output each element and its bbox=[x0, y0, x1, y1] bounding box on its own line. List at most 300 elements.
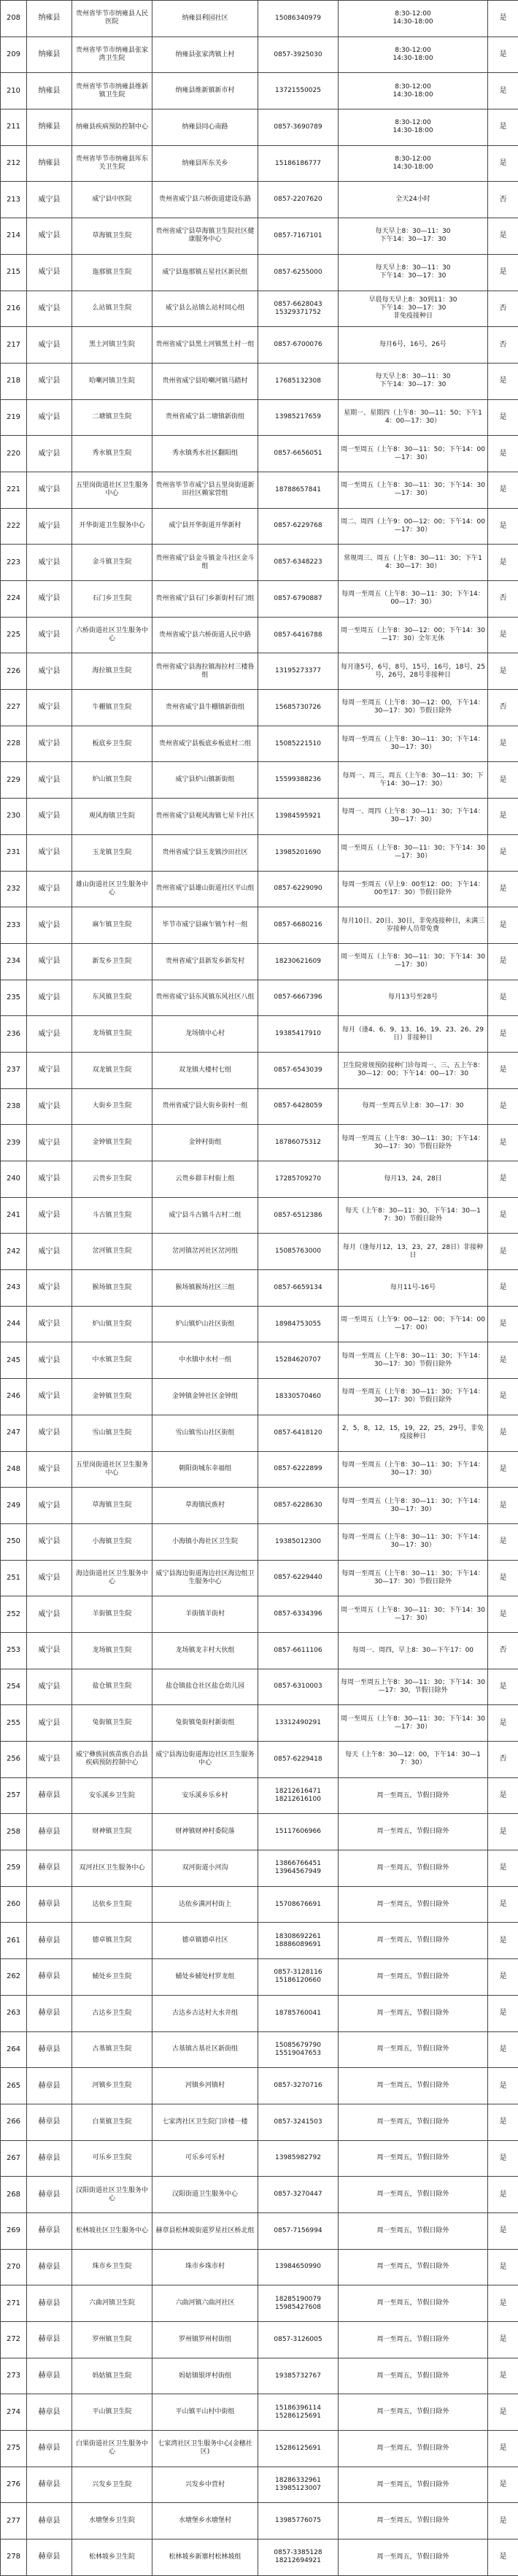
table-row bbox=[1, 2467, 518, 2503]
county-cell: 威宁县 bbox=[27, 1197, 72, 1234]
site-name-cell: 羊街镇卫生院 bbox=[72, 1596, 152, 1633]
phone-cell: 0857-6348223 bbox=[258, 545, 339, 581]
table-row bbox=[1, 1560, 518, 1596]
address-cell: 双龙镇大楼村七组 bbox=[152, 1052, 258, 1088]
site-name-cell: 五里岗街道社区卫生服务中心 bbox=[72, 472, 152, 508]
flag-cell: 是 bbox=[488, 2467, 518, 2503]
county-cell: 赫章县 bbox=[27, 1995, 72, 2031]
row-number: 237 bbox=[1, 1052, 27, 1088]
flag-cell: 是 bbox=[488, 2249, 518, 2285]
row-number: 252 bbox=[1, 1596, 27, 1633]
row-number: 260 bbox=[1, 1886, 27, 1923]
site-name-cell: 安乐溪乡卫生院 bbox=[72, 1777, 152, 1814]
table-row bbox=[1, 2031, 518, 2068]
flag-cell: 是 bbox=[488, 1342, 518, 1379]
hours-cell: 每周一至周五（上午8：30—11：30；下午14：30—17：30）节假日除外 bbox=[339, 1379, 488, 1415]
county-cell: 威宁县 bbox=[27, 1088, 72, 1125]
phone-cell: 15117606966 bbox=[258, 1814, 339, 1850]
phone-cell: 13721550025 bbox=[258, 73, 339, 109]
phone-cell: 0857-6229090 bbox=[258, 871, 339, 907]
address-cell: 金钟村街组 bbox=[152, 1125, 258, 1161]
hours-cell: 周二、周四（上午9：00—12：00；下午14：00—17：30） bbox=[339, 508, 488, 545]
county-cell: 威宁县 bbox=[27, 762, 72, 799]
site-name-cell: 东风镇卫生院 bbox=[72, 980, 152, 1016]
phone-cell: 0857-6255000 bbox=[258, 254, 339, 291]
row-number: 270 bbox=[1, 2249, 27, 2285]
phone-cell: 0857-7167101 bbox=[258, 218, 339, 255]
address-cell: 贵州省威宁县海拉镇海拉村三楼鲁组 bbox=[152, 653, 258, 690]
county-cell: 威宁县 bbox=[27, 1270, 72, 1307]
phone-cell: 13984650990 bbox=[258, 2249, 339, 2285]
site-name-cell: 贵州省毕节市纳雍县张家湾卫生院 bbox=[72, 36, 152, 73]
phone-cell: 0857-6656051 bbox=[258, 436, 339, 472]
flag-cell: 是 bbox=[488, 1016, 518, 1053]
hours-cell: 8:30-12:00 14:30-18:00 bbox=[339, 1, 488, 37]
flag-cell: 是 bbox=[488, 2322, 518, 2358]
row-number: 263 bbox=[1, 1995, 27, 2031]
site-name-cell: 白果镇卫生院 bbox=[72, 2104, 152, 2140]
table-body bbox=[1, 1, 518, 2576]
hours-cell: 每周一至周五（上午8：30—12：00，下午14：30—17：30）节假日除外 bbox=[339, 690, 488, 726]
address-cell: 纳雍县同心南路 bbox=[152, 109, 258, 146]
address-cell: 贵州省威宁县黑土河镇黑土村一组 bbox=[152, 327, 258, 364]
phone-cell: 0857-6659134 bbox=[258, 1270, 339, 1307]
table-row bbox=[1, 617, 518, 653]
site-name-cell: 平山镇卫生院 bbox=[72, 2394, 152, 2431]
county-cell: 威宁县 bbox=[27, 871, 72, 907]
county-cell: 威宁县 bbox=[27, 1488, 72, 1524]
table-row bbox=[1, 1016, 518, 1053]
table-row bbox=[1, 2358, 518, 2394]
table-row bbox=[1, 1451, 518, 1488]
table-row bbox=[1, 1342, 518, 1379]
flag-cell: 是 bbox=[488, 2104, 518, 2140]
hours-cell: 每月10日、20日、30日，非免疫接种日，未满三岁接种人员带免费 bbox=[339, 907, 488, 944]
table-row bbox=[1, 1923, 518, 1959]
row-number: 232 bbox=[1, 871, 27, 907]
table-row bbox=[1, 1197, 518, 1234]
site-name-cell: 贵州省毕节市纳雍县人民医院 bbox=[72, 1, 152, 37]
phone-cell: 13866766451 13964567949 bbox=[258, 1850, 339, 1887]
address-cell: 威宁县炉山镇新街组 bbox=[152, 762, 258, 799]
county-cell: 威宁县 bbox=[27, 1415, 72, 1451]
row-number: 255 bbox=[1, 1705, 27, 1742]
row-number: 254 bbox=[1, 1669, 27, 1705]
county-cell: 威宁县 bbox=[27, 436, 72, 472]
phone-cell: 0857-3126005 bbox=[258, 2322, 339, 2358]
address-cell: 龙场镇中心村 bbox=[152, 1016, 258, 1053]
address-cell: 岔河镇岔河社区岔河组 bbox=[152, 1234, 258, 1270]
row-number: 234 bbox=[1, 943, 27, 980]
phone-cell: 0857-2207620 bbox=[258, 182, 339, 218]
flag-cell: 是 bbox=[488, 1234, 518, 1270]
row-number: 228 bbox=[1, 726, 27, 762]
flag-cell: 否 bbox=[488, 327, 518, 364]
address-cell: 兴发乡中营村 bbox=[152, 2467, 258, 2503]
hours-cell: 每月6号，16号，26号 bbox=[339, 327, 488, 364]
address-cell: 德卓镇德卓社区 bbox=[152, 1923, 258, 1959]
table-row bbox=[1, 363, 518, 399]
county-cell: 威宁县 bbox=[27, 834, 72, 871]
table-row bbox=[1, 1088, 518, 1125]
county-cell: 威宁县 bbox=[27, 1451, 72, 1488]
flag-cell: 是 bbox=[488, 1705, 518, 1742]
row-number: 238 bbox=[1, 1088, 27, 1125]
table-row bbox=[1, 1306, 518, 1342]
address-cell: 贵州省威宁县东风镇东风社区八组 bbox=[152, 980, 258, 1016]
site-name-cell: 贵州省毕节市纳雍县厍东关卫生院 bbox=[72, 145, 152, 182]
county-cell: 威宁县 bbox=[27, 1632, 72, 1669]
address-cell: 贵州省威宁县雄山街道社区平山组 bbox=[152, 871, 258, 907]
hours-cell: 周一至周五，节假日除外 bbox=[339, 2467, 488, 2503]
table-row bbox=[1, 2104, 518, 2140]
county-cell: 威宁县 bbox=[27, 1742, 72, 1778]
row-number: 236 bbox=[1, 1016, 27, 1053]
flag-cell: 是 bbox=[488, 2285, 518, 2322]
site-name-cell: 兔街镇卫生院 bbox=[72, 1705, 152, 1742]
site-name-cell: 草海镇卫生院 bbox=[72, 1488, 152, 1524]
phone-cell: 13985201690 bbox=[258, 834, 339, 871]
row-number: 250 bbox=[1, 1523, 27, 1560]
flag-cell: 是 bbox=[488, 799, 518, 835]
site-name-cell: 草海镇卫生院 bbox=[72, 218, 152, 255]
phone-cell: 0857-6667396 bbox=[258, 980, 339, 1016]
phone-cell: 0857-3270447 bbox=[258, 2177, 339, 2213]
phone-cell: 18230621609 bbox=[258, 943, 339, 980]
county-cell: 威宁县 bbox=[27, 581, 72, 618]
county-cell: 赫章县 bbox=[27, 2540, 72, 2576]
site-name-cell: 汉阳街道社区卫生服务中心 bbox=[72, 2177, 152, 2213]
address-cell: 七家湾社区卫生服务中心(金穗社区) bbox=[152, 2431, 258, 2467]
site-name-cell: 开华街道卫生服务中心 bbox=[72, 508, 152, 545]
site-name-cell: 威宁县中医院 bbox=[72, 182, 152, 218]
site-name-cell: 雄山街道社区卫生服务中心 bbox=[72, 871, 152, 907]
hours-cell: 每天（上午8：30—11：30，下午14：30—17：30）节假日除外 bbox=[339, 1197, 488, 1234]
table-row bbox=[1, 472, 518, 508]
county-cell: 威宁县 bbox=[27, 254, 72, 291]
flag-cell: 是 bbox=[488, 109, 518, 146]
county-cell: 威宁县 bbox=[27, 1523, 72, 1560]
table-row bbox=[1, 1959, 518, 1996]
address-cell: 水塘堡乡水塘堡村 bbox=[152, 2503, 258, 2540]
site-name-cell: 古基镇卫生院 bbox=[72, 2031, 152, 2068]
flag-cell: 是 bbox=[488, 2068, 518, 2104]
table-row bbox=[1, 1596, 518, 1633]
flag-cell: 是 bbox=[488, 1923, 518, 1959]
row-number: 269 bbox=[1, 2212, 27, 2249]
address-cell: 金钟镇金钟社区金钟组 bbox=[152, 1379, 258, 1415]
hours-cell: 每月13，24，28日 bbox=[339, 1161, 488, 1198]
row-number: 248 bbox=[1, 1451, 27, 1488]
address-cell: 可乐乡可乐村 bbox=[152, 2140, 258, 2177]
hours-cell: 周一至周五，节假日除外 bbox=[339, 1923, 488, 1959]
flag-cell: 是 bbox=[488, 1088, 518, 1125]
flag-cell: 是 bbox=[488, 1814, 518, 1850]
hours-cell: 周一至周五（上午8：30—11：50；下午14：00—17：30） bbox=[339, 436, 488, 472]
phone-cell: 0857-6790887 bbox=[258, 581, 339, 618]
address-cell: 中水镇中水村一组 bbox=[152, 1342, 258, 1379]
phone-cell: 18212616471 18212616100 bbox=[258, 1777, 339, 1814]
phone-cell: 15086340979 bbox=[258, 1, 339, 37]
phone-cell: 0857-6543039 bbox=[258, 1052, 339, 1088]
hours-cell: 周一至周五，节假日除外 bbox=[339, 2285, 488, 2322]
flag-cell: 否 bbox=[488, 1742, 518, 1778]
hours-cell: 周一至周五，节假日除外 bbox=[339, 2431, 488, 2467]
site-name-cell: 河镇乡卫生院 bbox=[72, 2068, 152, 2104]
row-number: 257 bbox=[1, 1777, 27, 1814]
phone-cell: 0857-6229418 bbox=[258, 1742, 339, 1778]
site-name-cell: 观风海镇卫生院 bbox=[72, 799, 152, 835]
site-name-cell: 珠市乡卫生院 bbox=[72, 2249, 152, 2285]
hours-cell: 周一至周五，节假日除外 bbox=[339, 2140, 488, 2177]
county-cell: 威宁县 bbox=[27, 291, 72, 327]
address-cell: 汉阳街道卫生服务中心 bbox=[152, 2177, 258, 2213]
flag-cell: 是 bbox=[488, 2540, 518, 2576]
flag-cell: 是 bbox=[488, 653, 518, 690]
county-cell: 威宁县 bbox=[27, 1125, 72, 1161]
site-name-cell: 秀水镇卫生院 bbox=[72, 436, 152, 472]
county-cell: 赫章县 bbox=[27, 2503, 72, 2540]
row-number: 226 bbox=[1, 653, 27, 690]
phone-cell: 18308692261 18886089691 bbox=[258, 1923, 339, 1959]
row-number: 233 bbox=[1, 907, 27, 944]
site-name-cell: 盐仓镇卫生院 bbox=[72, 1669, 152, 1705]
flag-cell: 是 bbox=[488, 2503, 518, 2540]
address-cell: 炉山镇炉山社区街组 bbox=[152, 1306, 258, 1342]
hours-cell: 2，5，8，12，15，19，22，25，29号，非免疫接种日 bbox=[339, 1415, 488, 1451]
hours-cell: 周一至周五（上午9：00—12：00；下午14：00—17：00） bbox=[339, 1306, 488, 1342]
address-cell: 贵州省威宁县大街乡街村一组 bbox=[152, 1088, 258, 1125]
table-row bbox=[1, 1886, 518, 1923]
row-number: 256 bbox=[1, 1742, 27, 1778]
row-number: 212 bbox=[1, 145, 27, 182]
address-cell: 威宁县迤那镇五星社区新民组 bbox=[152, 254, 258, 291]
site-name-cell: 威宁彝族回族苗族自治县疾病预防控制中心 bbox=[72, 1742, 152, 1778]
hours-cell: 周一至周五，节假日除外 bbox=[339, 2031, 488, 2068]
row-number: 274 bbox=[1, 2394, 27, 2431]
county-cell: 赫章县 bbox=[27, 1959, 72, 1996]
table-row bbox=[1, 508, 518, 545]
site-name-cell: 金钟镇卫生院 bbox=[72, 1379, 152, 1415]
flag-cell: 是 bbox=[488, 1161, 518, 1198]
row-number: 235 bbox=[1, 980, 27, 1016]
phone-cell: 13985982792 bbox=[258, 2140, 339, 2177]
address-cell: 纳雍县厍东关乡 bbox=[152, 145, 258, 182]
flag-cell: 是 bbox=[488, 399, 518, 436]
site-name-cell: 辅处乡卫生院 bbox=[72, 1959, 152, 1996]
site-name-cell: 海边街道社区卫生服务中心 bbox=[72, 1560, 152, 1596]
address-cell: 雪山镇雪山社区街组 bbox=[152, 1415, 258, 1451]
row-number: 240 bbox=[1, 1161, 27, 1198]
phone-cell: 0857-6611106 bbox=[258, 1632, 339, 1669]
county-cell: 威宁县 bbox=[27, 1560, 72, 1596]
row-number: 214 bbox=[1, 218, 27, 255]
flag-cell: 是 bbox=[488, 871, 518, 907]
county-cell: 赫章县 bbox=[27, 1814, 72, 1850]
row-number: 217 bbox=[1, 327, 27, 364]
address-cell: 平山镇平山村中街组 bbox=[152, 2394, 258, 2431]
address-cell: 贵州省威宁县新发乡新发村 bbox=[152, 943, 258, 980]
table-row bbox=[1, 1161, 518, 1198]
row-number: 249 bbox=[1, 1488, 27, 1524]
address-cell: 松林坡乡新寨村松林坡组 bbox=[152, 2540, 258, 2576]
site-name-cell: 大街乡卫生院 bbox=[72, 1088, 152, 1125]
flag-cell: 是 bbox=[488, 1886, 518, 1923]
site-name-cell: 贵州省毕节市纳雍县维新镇卫生院 bbox=[72, 73, 152, 109]
phone-cell: 0857-6700076 bbox=[258, 327, 339, 364]
table-row bbox=[1, 2212, 518, 2249]
table-row bbox=[1, 2540, 518, 2576]
row-number: 242 bbox=[1, 1234, 27, 1270]
row-number: 209 bbox=[1, 36, 27, 73]
site-name-cell: 白果街道社区卫生服务中心 bbox=[72, 2431, 152, 2467]
row-number: 278 bbox=[1, 2540, 27, 2576]
address-cell: 威宁县么站镇么站村同心组 bbox=[152, 291, 258, 327]
site-name-cell: 德卓镇卫生院 bbox=[72, 1923, 152, 1959]
county-cell: 赫章县 bbox=[27, 2068, 72, 2104]
site-name-cell: 石门乡卫生院 bbox=[72, 581, 152, 618]
address-cell: 贵州省威宁县玉龙镇沙田社区 bbox=[152, 834, 258, 871]
county-cell: 威宁县 bbox=[27, 1234, 72, 1270]
address-cell: 财神镇财神村委院落 bbox=[152, 1814, 258, 1850]
hours-cell: 每周一至周五（上午8：30—11：30；下午14：30—17：30） bbox=[339, 1523, 488, 1560]
county-cell: 威宁县 bbox=[27, 943, 72, 980]
site-name-cell: 龙场镇卫生院 bbox=[72, 1632, 152, 1669]
county-cell: 纳雍县 bbox=[27, 36, 72, 73]
table-row bbox=[1, 327, 518, 364]
table-row bbox=[1, 1415, 518, 1451]
table-row bbox=[1, 436, 518, 472]
county-cell: 威宁县 bbox=[27, 907, 72, 944]
flag-cell: 是 bbox=[488, 436, 518, 472]
hours-cell: 周一至周五，节假日除外 bbox=[339, 2394, 488, 2431]
table-row bbox=[1, 1270, 518, 1307]
hours-cell: 周一至周五，节假日除外 bbox=[339, 1777, 488, 1814]
county-cell: 威宁县 bbox=[27, 327, 72, 364]
table-row bbox=[1, 1125, 518, 1161]
row-number: 215 bbox=[1, 254, 27, 291]
hours-cell: 周一至周五，节假日除外 bbox=[339, 1995, 488, 2031]
table-row bbox=[1, 1777, 518, 1814]
hours-cell: 每周一至周五（上午8：30—11：30；下午14：00—17：30） bbox=[339, 581, 488, 618]
county-cell: 威宁县 bbox=[27, 545, 72, 581]
table-row bbox=[1, 182, 518, 218]
row-number: 218 bbox=[1, 363, 27, 399]
site-name-cell: 双龙镇卫生院 bbox=[72, 1052, 152, 1088]
hours-cell: 周一至周五，节假日除外 bbox=[339, 2322, 488, 2358]
phone-cell: 15286125691 bbox=[258, 2431, 339, 2467]
phone-cell: 0857-6334396 bbox=[258, 1596, 339, 1633]
hours-cell: 每周一、周四（上午8：30—11：30；下午14：30—17：30） bbox=[339, 799, 488, 835]
hours-cell: 每周一至周五（上午8：30—11：30；下午14：30—17：30） bbox=[339, 726, 488, 762]
hours-cell: 每月13号至28号 bbox=[339, 980, 488, 1016]
site-name-cell: 迤那镇卫生院 bbox=[72, 254, 152, 291]
row-number: 243 bbox=[1, 1270, 27, 1307]
hours-cell: 周一至周五，节假日除外 bbox=[339, 2540, 488, 2576]
table-row bbox=[1, 762, 518, 799]
hours-cell: 每天早上8：30—11：30 下午14：30—17：30 bbox=[339, 218, 488, 255]
phone-cell: 0857-3128116 15186120660 bbox=[258, 1959, 339, 1996]
flag-cell: 是 bbox=[488, 1197, 518, 1234]
phone-cell: 0857-3925030 bbox=[258, 36, 339, 73]
row-number: 211 bbox=[1, 109, 27, 146]
flag-cell: 是 bbox=[488, 834, 518, 871]
row-number: 273 bbox=[1, 2358, 27, 2394]
hours-cell: 周一至周五（上午8：30—11：30；下午14：30—17：30） bbox=[339, 943, 488, 980]
phone-cell: 13985776075 bbox=[258, 2503, 339, 2540]
table-row bbox=[1, 581, 518, 618]
address-cell: 龙场镇龙丰村大伙组 bbox=[152, 1632, 258, 1669]
address-cell: 兔街镇兔街村新街组 bbox=[152, 1705, 258, 1742]
flag-cell: 是 bbox=[488, 2031, 518, 2068]
table-row bbox=[1, 218, 518, 255]
hours-cell: 周一至周五（上午8：30—12：00；下午14：30—17：30）全年无休 bbox=[339, 617, 488, 653]
phone-cell: 0857-6512386 bbox=[258, 1197, 339, 1234]
flag-cell: 是 bbox=[488, 1777, 518, 1814]
table-row bbox=[1, 1379, 518, 1415]
phone-cell: 19385417910 bbox=[258, 1016, 339, 1053]
table-row bbox=[1, 254, 518, 291]
row-number: 277 bbox=[1, 2503, 27, 2540]
address-cell: 安乐溪乡乐乡村 bbox=[152, 1777, 258, 1814]
address-cell: 小海镇小海社区卫生院 bbox=[152, 1523, 258, 1560]
flag-cell: 是 bbox=[488, 254, 518, 291]
address-cell: 贵州省威宁县草海镇卫生院社区健康服务中心 bbox=[152, 218, 258, 255]
address-cell: 贵州省威宁县哈喇河镇马踏村 bbox=[152, 363, 258, 399]
flag-cell: 是 bbox=[488, 508, 518, 545]
site-name-cell: 小海镇卫生院 bbox=[72, 1523, 152, 1560]
table-row bbox=[1, 545, 518, 581]
site-name-cell: 二塘镇卫生院 bbox=[72, 399, 152, 436]
address-cell: 六曲河镇六曲河社区 bbox=[152, 2285, 258, 2322]
site-name-cell: 金斗镇卫生院 bbox=[72, 545, 152, 581]
flag-cell: 是 bbox=[488, 2212, 518, 2249]
county-cell: 威宁县 bbox=[27, 1669, 72, 1705]
table-row bbox=[1, 1742, 518, 1778]
flag-cell: 是 bbox=[488, 1959, 518, 1996]
phone-cell: 0857-6680216 bbox=[258, 907, 339, 944]
county-cell: 赫章县 bbox=[27, 2431, 72, 2467]
site-name-cell: 兴发乡卫生院 bbox=[72, 2467, 152, 2503]
address-cell: 威宁县海边街道海边社区卫生服务中心 bbox=[152, 1742, 258, 1778]
table-row bbox=[1, 145, 518, 182]
row-number: 262 bbox=[1, 1959, 27, 1996]
flag-cell: 是 bbox=[488, 1669, 518, 1705]
county-cell: 赫章县 bbox=[27, 2394, 72, 2431]
county-cell: 威宁县 bbox=[27, 1705, 72, 1742]
site-name-cell: 松林坡乡卫生院 bbox=[72, 2540, 152, 2576]
phone-cell: 13195273377 bbox=[258, 653, 339, 690]
table-row bbox=[1, 1523, 518, 1560]
hours-cell: 每周一、周四，早上8：30—下午17：00 bbox=[339, 1632, 488, 1669]
flag-cell: 是 bbox=[488, 617, 518, 653]
site-name-cell: 水塘堡乡卫生院 bbox=[72, 2503, 152, 2540]
phone-cell: 0857-6229440 bbox=[258, 1560, 339, 1596]
row-number: 275 bbox=[1, 2431, 27, 2467]
row-number: 272 bbox=[1, 2322, 27, 2358]
address-cell: 贵州省威宁县牛棚镇新街组 bbox=[152, 690, 258, 726]
row-number: 208 bbox=[1, 1, 27, 37]
hours-cell: 每周一至周五（上午8：30—11：30；下午14：30—17：30）节假日除外 bbox=[339, 1342, 488, 1379]
row-number: 271 bbox=[1, 2285, 27, 2322]
county-cell: 赫章县 bbox=[27, 2140, 72, 2177]
flag-cell: 是 bbox=[488, 145, 518, 182]
row-number: 222 bbox=[1, 508, 27, 545]
site-name-cell: 罗州镇卫生院 bbox=[72, 2322, 152, 2358]
row-number: 247 bbox=[1, 1415, 27, 1451]
address-cell: 贵州省威宁县六桥街道建设东路 bbox=[152, 182, 258, 218]
table-row bbox=[1, 1705, 518, 1742]
